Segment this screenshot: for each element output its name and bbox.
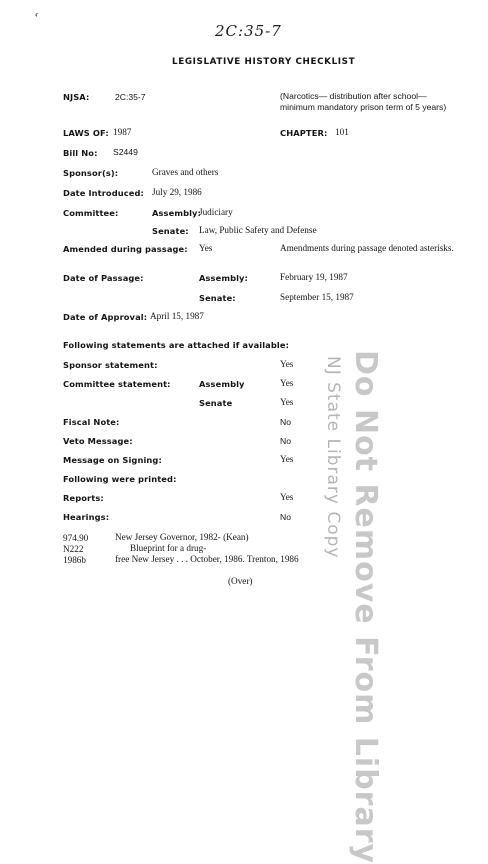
sponsors-value: Graves and others [152,167,219,177]
handwritten-citation: 2C:35-7 [215,22,282,40]
amended-note: Amendments during passage denoted asterisks. [280,243,454,253]
committee-statement-assembly-label: Assembly [199,379,245,389]
over-note: (Over) [228,576,253,586]
catalog-call-number-3: 1986b [63,555,86,565]
date-of-passage-label: Date of Passage: [63,273,144,283]
committee-statement-senate-value: Yes [280,397,294,407]
message-on-signing-value: Yes [280,454,294,464]
bill-no-value: S2449 [113,147,138,157]
date-introduced-value: July 29, 1986 [152,187,202,197]
date-of-approval-label: Date of Approval: [63,312,148,322]
amended-value: Yes [199,243,213,253]
date-of-approval-value: April 15, 1987 [150,311,204,321]
committee-statement-senate-label: Senate [199,398,233,408]
njsa-label: NJSA: [63,92,90,102]
printed-heading: Following were printed: [63,474,177,484]
committee-statement-assembly-value: Yes [280,378,294,388]
committee-label: Committee: [63,208,119,218]
veto-message-value: No [280,436,291,446]
reports-value: Yes [280,492,294,502]
njsa-value: 2C:35-7 [115,92,146,102]
catalog-call-number-2: N222 [63,544,84,554]
library-stamp [305,350,389,864]
catalog-line-2: Blueprint for a drug- [130,543,207,553]
njsa-description: (Narcotics— distribution after school— minimum mandatory prison term of 5 years) [280,91,447,112]
laws-of-value: 1987 [113,127,132,137]
fiscal-note-value: No [280,417,291,427]
attached-heading: Following statements are attached if available: [63,340,290,350]
handwritten-mark: ʿ [34,12,39,27]
date-introduced-label: Date Introduced: [63,188,144,198]
committee-assembly-label: Assembly: [152,208,201,218]
fiscal-note-label: Fiscal Note: [63,417,120,427]
hearings-label: Hearings: [63,512,110,522]
sponsors-label: Sponsor(s): [63,168,119,178]
catalog-call-number-1: 974.90 [63,533,89,543]
laws-of-label: LAWS OF: [63,128,109,138]
chapter-label: CHAPTER: [280,128,328,138]
veto-message-label: Veto Message: [63,436,133,446]
sponsor-statement-label: Sponsor statement: [63,360,158,370]
catalog-line-3: free New Jersey . . . October, 1986. Trenton, 1986 [115,554,299,564]
committee-senate-value: Law, Public Safety and Defense [199,225,317,235]
passage-senate-label: Senate: [199,293,236,303]
chapter-value: 101 [335,127,349,137]
passage-assembly-label: Assembly: [199,273,248,283]
page-title: LEGISLATIVE HISTORY CHECKLIST [172,57,356,67]
amended-label: Amended during passage: [63,244,188,254]
stamp-line-2: NJ State Library Copy [323,356,343,559]
message-on-signing-label: Message on Signing: [63,455,162,465]
passage-assembly-value: February 19, 1987 [280,272,348,282]
committee-statement-label: Committee statement: [63,379,171,389]
catalog-line-1: New Jersey Governor, 1982- (Kean) [115,532,249,542]
passage-senate-value: September 15, 1987 [280,292,354,302]
committee-senate-label: Senate: [152,226,189,236]
reports-label: Reports: [63,493,104,503]
hearings-value: No [280,512,291,522]
stamp-line-1: Do Not Remove From Library [348,350,383,864]
bill-no-label: Bill No: [63,148,98,158]
committee-assembly-value: Judiciary [199,207,233,217]
sponsor-statement-value: Yes [280,359,294,369]
